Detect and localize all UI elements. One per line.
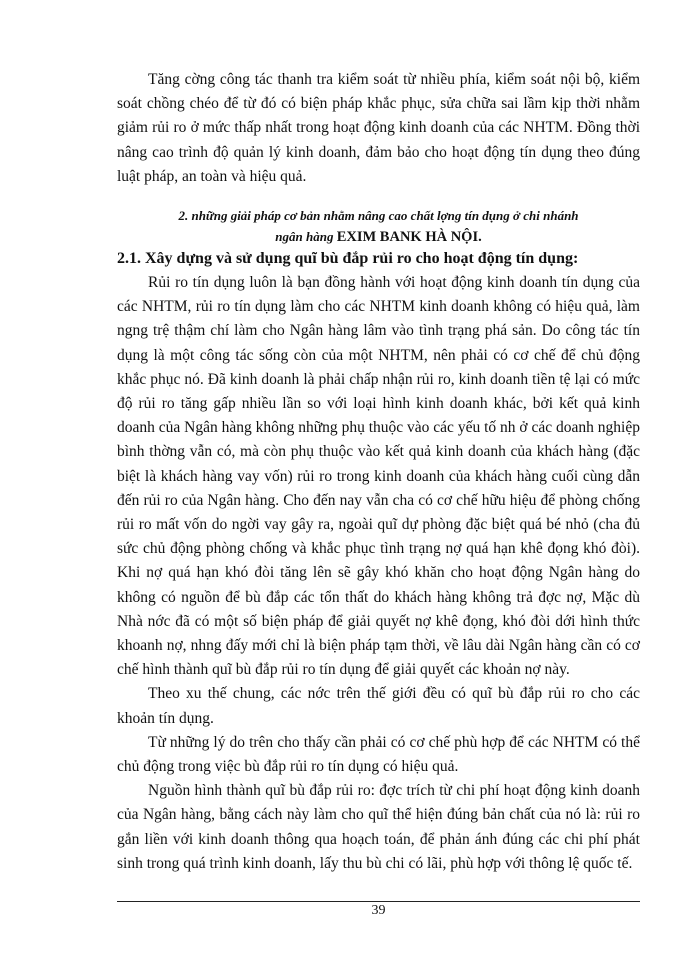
body-paragraph: Theo xu thế chung, các nớc trên thế giới đều có quĩ bù đắp rủi ro cho các khoản tín dụng. [117,685,640,727]
body-paragraph: Rủi ro tín dụng luôn là bạn đồng hành với hoạt động kinh doanh tín dụng của các NHTM, rủi ro tín dụng làm cho các NHTM kinh doanh không có hiệu quả, làm ngng trệ thậm chí làm cho Ngân hàng lâm vào tình trạng phá sản. Do công tác tín dụng là một công tác sống còn của một NHTM, nên phải có cơ chế để chủ động khắc phục nó. Đã kinh doanh là phải chấp nhận rủi ro, kinh doanh tiền tệ lại có mức độ rủi ro tăng gấp nhiều lần so với loại hình kinh doanh khác, bởi kết quả kinh doanh của Ngân hàng không những phụ thuộc vào các yếu tố nh ở các doanh nghiệp bình thờng vẫn có, mà còn phụ thuộc vào kết quả kinh doanh của khách hàng (đặc biệt là khách hàng vay vốn) rủi ro trong kinh doanh của khách hàng cuối cùng dẫn đến rủi ro của Ngân hàng. Cho đến nay vẫn cha có cơ chế hữu hiệu để phòng chống rủi ro mất vốn do ngời vay gây ra, ngoài quĩ dự phòng đặc biệt quá bé nhỏ (cha đủ sức chủ động phòng chống và khắc phục tình trạng nợ quá hạn khê đọng khó đòi). Khi nợ quá hạn khó đòi tăng lên sẽ gây khó khăn cho hoạt động Ngân hàng do không có nguồn để bù đắp các tổn thất do khách hàng không trả đợc nợ, Mặc dù Nhà nớc đã có một số biện pháp để giải quyết nợ khê đọng, khó đòi dới hình thức khoanh nợ, nhng đấy mới chỉ là biện pháp tạm thời, về lâu dài Ngân hàng cần có cơ chế hình thành quĩ bù đắp rủi ro tín dụng để giải quyết các khoản nợ này. [117,274,640,679]
body-paragraph: Nguồn hình thành quĩ bù đắp rủi ro: đợc trích từ chi phí hoạt động kinh doanh của Ngân hàng, bằng cách này làm cho quĩ thể hiện đúng bản chất của nó là: rủi ro gắn liền với kinh doanh thông qua hoạch toán, để phản ánh đúng các chi phí phát sinh trong quá trình kinh doanh, lấy thu bù chi có lãi, phù hợp với thông lệ quốc tế. [117,782,640,872]
document-page [117,68,640,876]
section-title-line1: 2. những giải pháp cơ bản nhằm nâng cao chất lợng tín dụng ở chi nhánh [178,208,579,224]
body-paragraph: Từ những lý do trên cho thấy cần phải có cơ chế phù hợp để các NHTM có thể chủ động trong việc bù đắp rủi ro tín dụng có hiệu quả. [117,733,640,776]
intro-paragraph: Tăng cờng công tác thanh tra kiểm soát từ nhiều phía, kiểm soát nội bộ, kiểm soát chồng chéo để từ đó có biện pháp khắc phục, sửa chữa sai lầm kịp thời nhằm giảm rủi ro ở mức thấp nhất trong hoạt động kinh doanh của các NHTM. Đồng thời nâng cao trình độ quản lý kinh doanh, đảm bảo cho hoạt động tín dụng theo đúng luật pháp, an toàn và hiệu quả. [117,71,640,185]
subheading: 2.1. Xây dựng và sử dụng quĩ bù đắp rủi ro cho hoạt động tín dụng: [117,250,579,268]
section-title-line2 [117,226,640,248]
section-title-prefix: ngân hàng [275,229,337,245]
section-title [117,205,640,248]
footer-divider [117,901,640,902]
page-number: 39 [371,903,386,918]
section-title-bank-name: EXIM BANK HÀ NỘI. [336,229,482,246]
